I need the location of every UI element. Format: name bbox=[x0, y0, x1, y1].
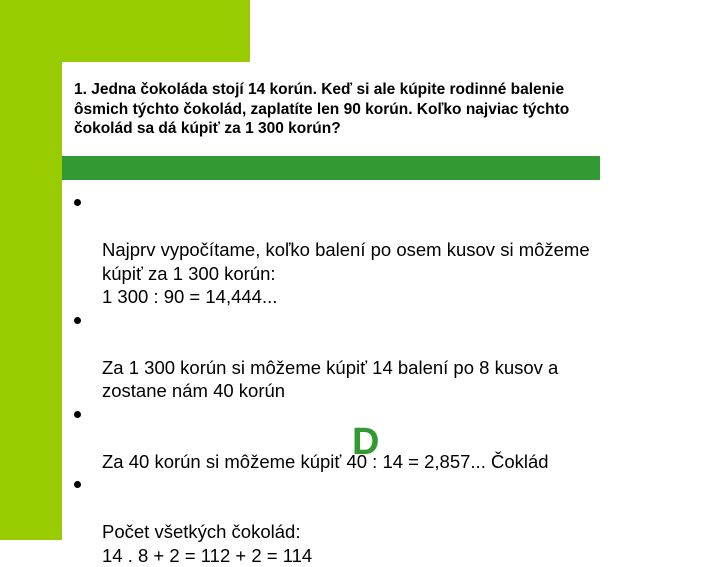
bullet-item bbox=[74, 191, 694, 309]
slide-title: 1. Jedna čokoláda stojí 14 korún. Keď si ale kúpite rodinné balenie ôsmich týchto čokolád, zaplatíte len 90 korún. Koľko najviac týchto čokolád sa dá kúpiť za 1 300 korún? bbox=[74, 81, 570, 137]
bullet-list bbox=[74, 191, 694, 567]
title-divider-bar bbox=[62, 156, 600, 180]
bullet-item bbox=[74, 309, 694, 403]
bullet-text: Najprv vypočítame, koľko balení po osem kusov si môžeme kúpiť za 1 300 korún: 1 300 : 90 = 14,444... bbox=[102, 239, 590, 307]
answer-letter: D bbox=[352, 421, 380, 463]
bullet-item bbox=[74, 473, 694, 567]
bullet-item bbox=[74, 403, 694, 474]
accent-bar-left bbox=[0, 0, 62, 540]
bullet-dot-icon bbox=[74, 411, 81, 418]
bullet-text: Počet všetkých čokolád: 14 . 8 + 2 = 112 + 2 = 114 bbox=[102, 521, 313, 566]
bullet-text: Za 40 korún si môžeme kúpiť 40 : 14 = 2,857... Čoklád bbox=[102, 450, 549, 472]
bullet-dot-icon bbox=[74, 317, 81, 324]
bullet-text: Za 1 300 korún si môžeme kúpiť 14 balení po 8 kusov a zostane nám 40 korún bbox=[102, 356, 559, 401]
bullet-dot-icon bbox=[74, 481, 81, 488]
bullet-dot-icon bbox=[74, 199, 81, 206]
